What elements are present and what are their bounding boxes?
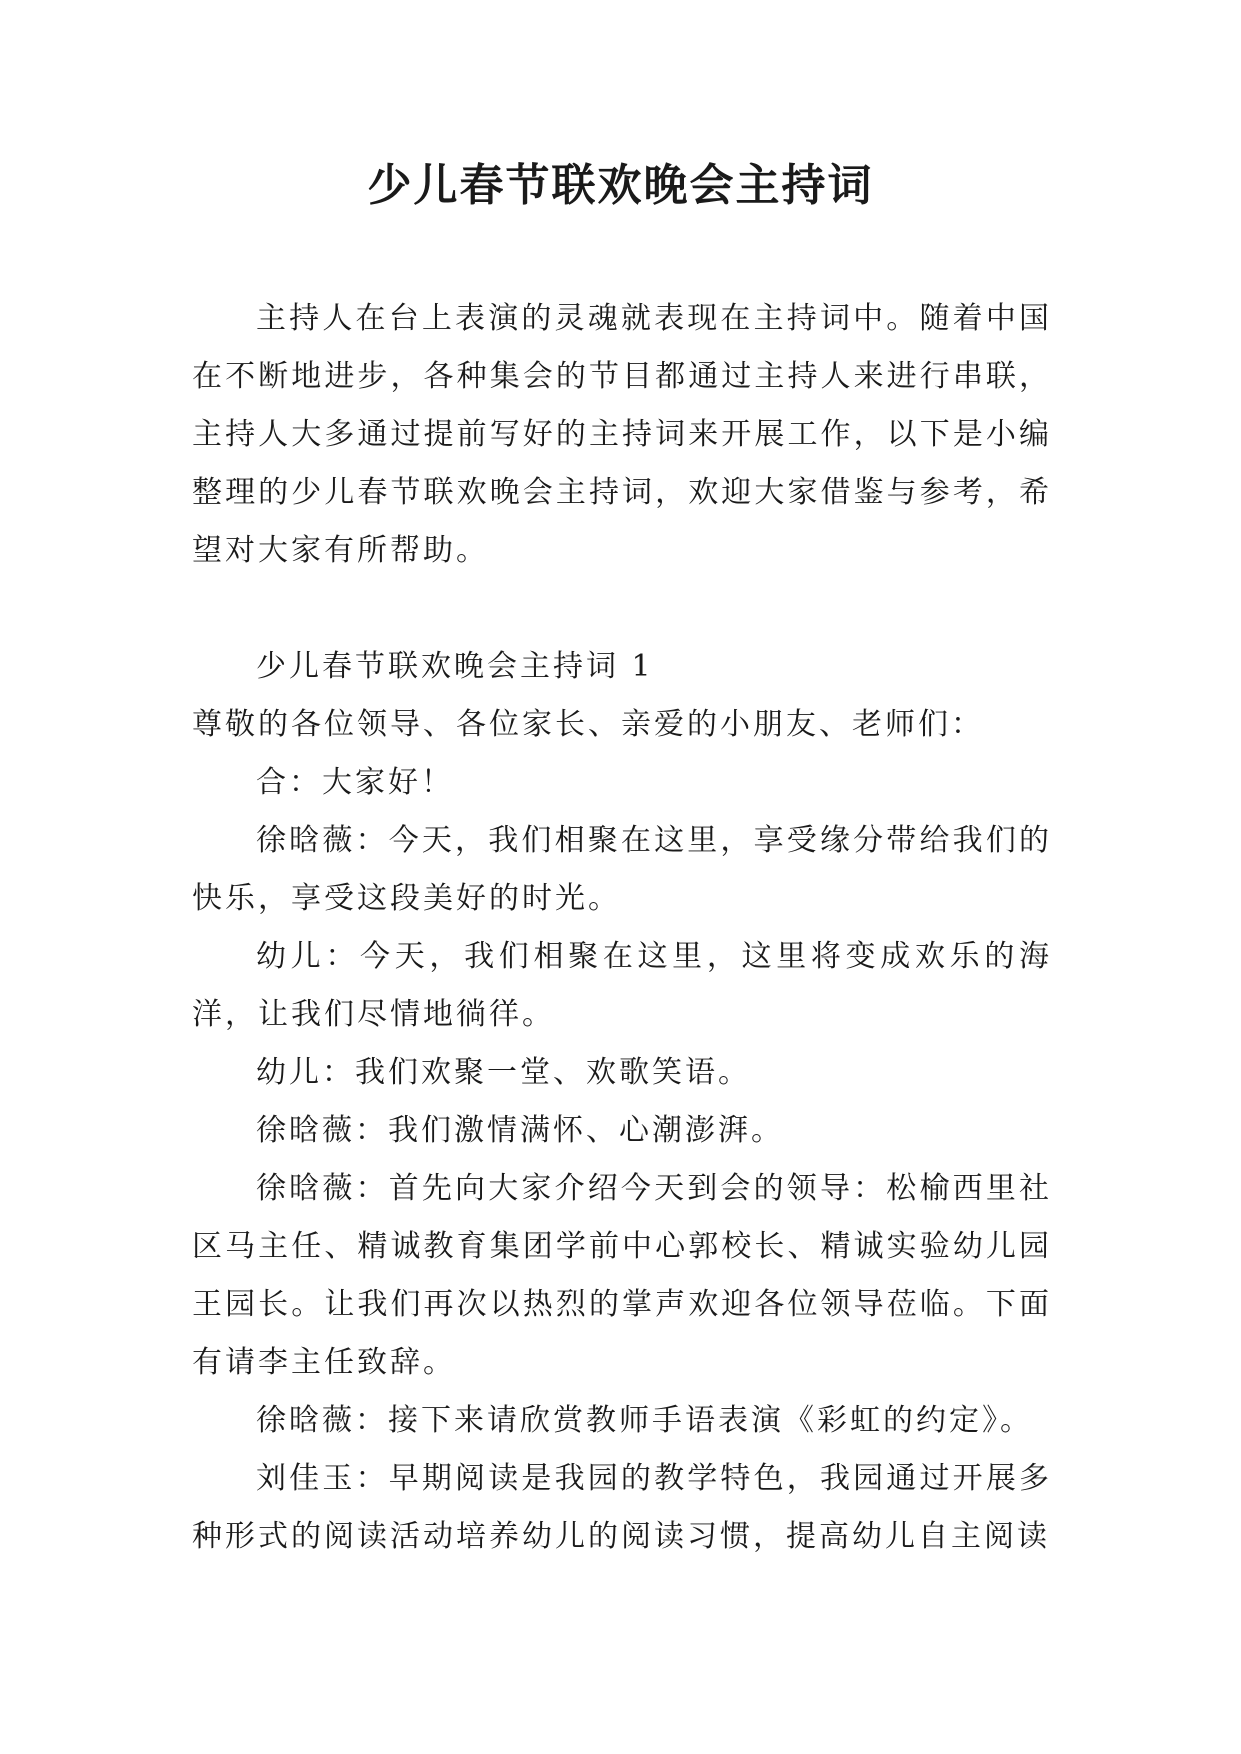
- paragraph: 徐晗薇：今天，我们相聚在这里，享受缘分带给我们的快乐，享受这段美好的时光。: [192, 823, 1052, 916]
- intro-paragraph: 主持人在台上表演的灵魂就表现在主持词中。随着中国在不断地进步，各种集会的节目都通过主持人来进行串联，主持人大多通过提前写好的主持词来开展工作，以下是小编整理的少儿春节联欢晚会主持词，欢迎大家借鉴与参考，希望对大家有所帮助。: [192, 301, 1052, 568]
- paragraph-greeting: 尊敬的各位领导、各位家长、亲爱的小朋友、老师们：: [192, 707, 984, 742]
- paragraph: 徐晗薇：接下来请欣赏教师手语表演《彩虹的约定》。: [256, 1403, 1033, 1438]
- paragraph: 幼儿：今天，我们相聚在这里，这里将变成欢乐的海洋，让我们尽情地徜徉。: [192, 939, 1052, 1032]
- paragraph: 幼儿：我们欢聚一堂、欢歌笑语。: [256, 1055, 751, 1090]
- paragraph: 刘佳玉：早期阅读是我园的教学特色，我园通过开展多种形式的阅读活动培养幼儿的阅读习惯，提高幼儿自主阅读: [192, 1461, 1052, 1554]
- document-title: 少儿春节联欢晚会主持词: [367, 160, 874, 211]
- document-body: [192, 290, 1052, 1566]
- paragraph: 徐晗薇：首先向大家介绍今天到会的领导：松榆西里社区马主任、精诚教育集团学前中心郭校长、精诚实验幼儿园王园长。让我们再次以热烈的掌声欢迎各位领导莅临。下面有请李主任致辞。: [192, 1171, 1052, 1380]
- paragraph: 合：大家好！: [256, 765, 454, 800]
- paragraph: 徐晗薇：我们激情满怀、心潮澎湃。: [256, 1113, 784, 1148]
- section-heading: 少儿春节联欢晚会主持词 1: [256, 649, 654, 684]
